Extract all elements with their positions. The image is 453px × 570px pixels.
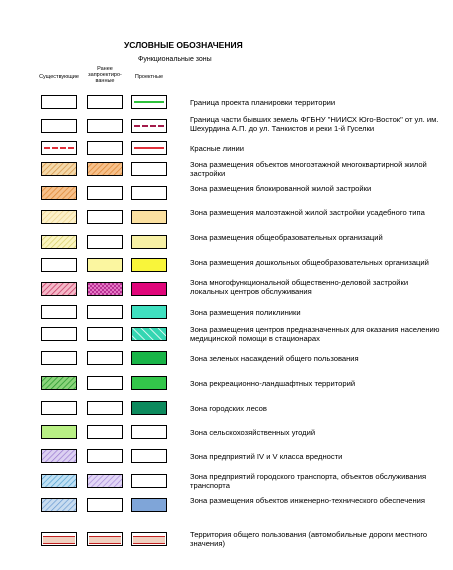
swatch-existing-hatched [41,474,77,488]
swatch-previously-designed [87,305,123,319]
swatch-existing-hatched [41,186,77,200]
legend-label: Зона размещения поликлиники [190,308,301,317]
swatch-designed [131,449,167,463]
swatch-existing [41,351,77,365]
legend-label: Зона размещения объектов инженерно-технического обеспечения [190,496,425,505]
swatch-previously-designed [87,351,123,365]
swatch-previously-designed-road [87,532,123,546]
swatch-previously-designed [87,327,123,341]
legend-label: Граница части бывших земель ФГБНУ "НИИСХ Юго-Восток" от ул. им. Шехурдина А.П. до ул. Танкистов и реки 1-й Гуселки [190,115,439,133]
swatch-designed-filled [131,351,167,365]
swatch-existing [41,401,77,415]
column-header-previously-designed: Ранее запроектиро-ванные [88,66,122,84]
legend-label: Зона размещения общеобразовательных организаций [190,233,383,242]
column-header-designed: Проектные [134,74,164,80]
swatch-designed-filled [131,498,167,512]
legend-label: Зона многофункциональной общественно-деловой застройки локальных центров обслуживания [190,278,409,296]
swatch-previously-designed-crosshatched [87,282,123,296]
swatch-existing-filled [41,425,77,439]
column-header-existing: Существующие [39,74,79,80]
legend-label: Красные линии [190,144,245,153]
swatch-previously-designed [87,376,123,390]
swatch-previously-designed [87,186,123,200]
legend-label: Зона размещения объектов многоэтажной многоквартирной жилой застройки [190,160,427,178]
swatch-previously-designed [87,498,123,512]
swatch-designed-filled [131,282,167,296]
swatch-existing [41,327,77,341]
swatch-designed [131,186,167,200]
legend-label: Зона зеленых насаждений общего пользования [190,354,359,363]
legend-label: Зона размещения центров предназначенных для оказания населению медицинской помощи в стационарах [190,325,440,343]
swatch-designed-filled [131,401,167,415]
swatch-previously-designed [87,401,123,415]
swatch-previously-designed-filled [87,258,123,272]
swatch-designed [131,425,167,439]
swatch-previously-designed [87,119,123,133]
swatch-existing-hatched [41,210,77,224]
swatch-previously-designed [87,210,123,224]
legend-label: Зона предприятий городского транспорта, объектов обслуживания транспорта [190,472,427,490]
swatch-designed [131,162,167,176]
legend-label: Зона городских лесов [190,404,267,413]
swatch-previously-designed [87,235,123,249]
legend-label: Зона размещения дошкольных общеобразовательных организаций [190,258,429,267]
legend-label: Территория общего пользования (автомобильные дороги местного значения) [190,530,428,548]
swatch-existing-red-dashed [41,141,77,155]
swatch-designed-filled [131,210,167,224]
swatch-designed-dashed-line [131,119,167,133]
swatch-existing-hatched [41,282,77,296]
legend-label: Зона сельскохозяйственных угодий [190,428,316,437]
legend-label: Зона предприятий IV и V класса вредности [190,452,343,461]
swatch-designed-filled [131,258,167,272]
swatch-existing-hatched [41,376,77,390]
swatch-designed-hatched [131,327,167,341]
swatch-previously-designed [87,425,123,439]
swatch-existing [41,305,77,319]
swatch-previously-designed-hatched [87,162,123,176]
swatch-existing-hatched [41,498,77,512]
swatch-previously-designed-hatched [87,474,123,488]
legend-label: Зона размещения блокированной жилой застройки [190,184,372,193]
swatch-previously-designed [87,95,123,109]
swatch-designed-red-line [131,141,167,155]
swatch-designed-filled [131,235,167,249]
swatch-existing-road [41,532,77,546]
swatch-designed-filled [131,376,167,390]
swatch-existing [41,119,77,133]
swatch-designed-green-line [131,95,167,109]
swatch-previously-designed [87,449,123,463]
swatch-existing [41,258,77,272]
swatch-designed-road [131,532,167,546]
swatch-previously-designed [87,141,123,155]
swatch-existing-hatched [41,449,77,463]
legend-label: Зона размещения малоэтажной жилой застройки усадебного типа [190,208,425,217]
swatch-designed-filled [131,305,167,319]
swatch-existing-hatched [41,162,77,176]
legend-label: Зона рекреационно-ландшафтных территорий [190,379,356,388]
legend-subtitle: Функциональные зоны [138,56,212,63]
swatch-existing-hatched [41,235,77,249]
legend-label: Граница проекта планировки территории [190,98,336,107]
swatch-designed [131,474,167,488]
legend-title: УСЛОВНЫЕ ОБОЗНАЧЕНИЯ [124,40,243,50]
swatch-existing [41,95,77,109]
